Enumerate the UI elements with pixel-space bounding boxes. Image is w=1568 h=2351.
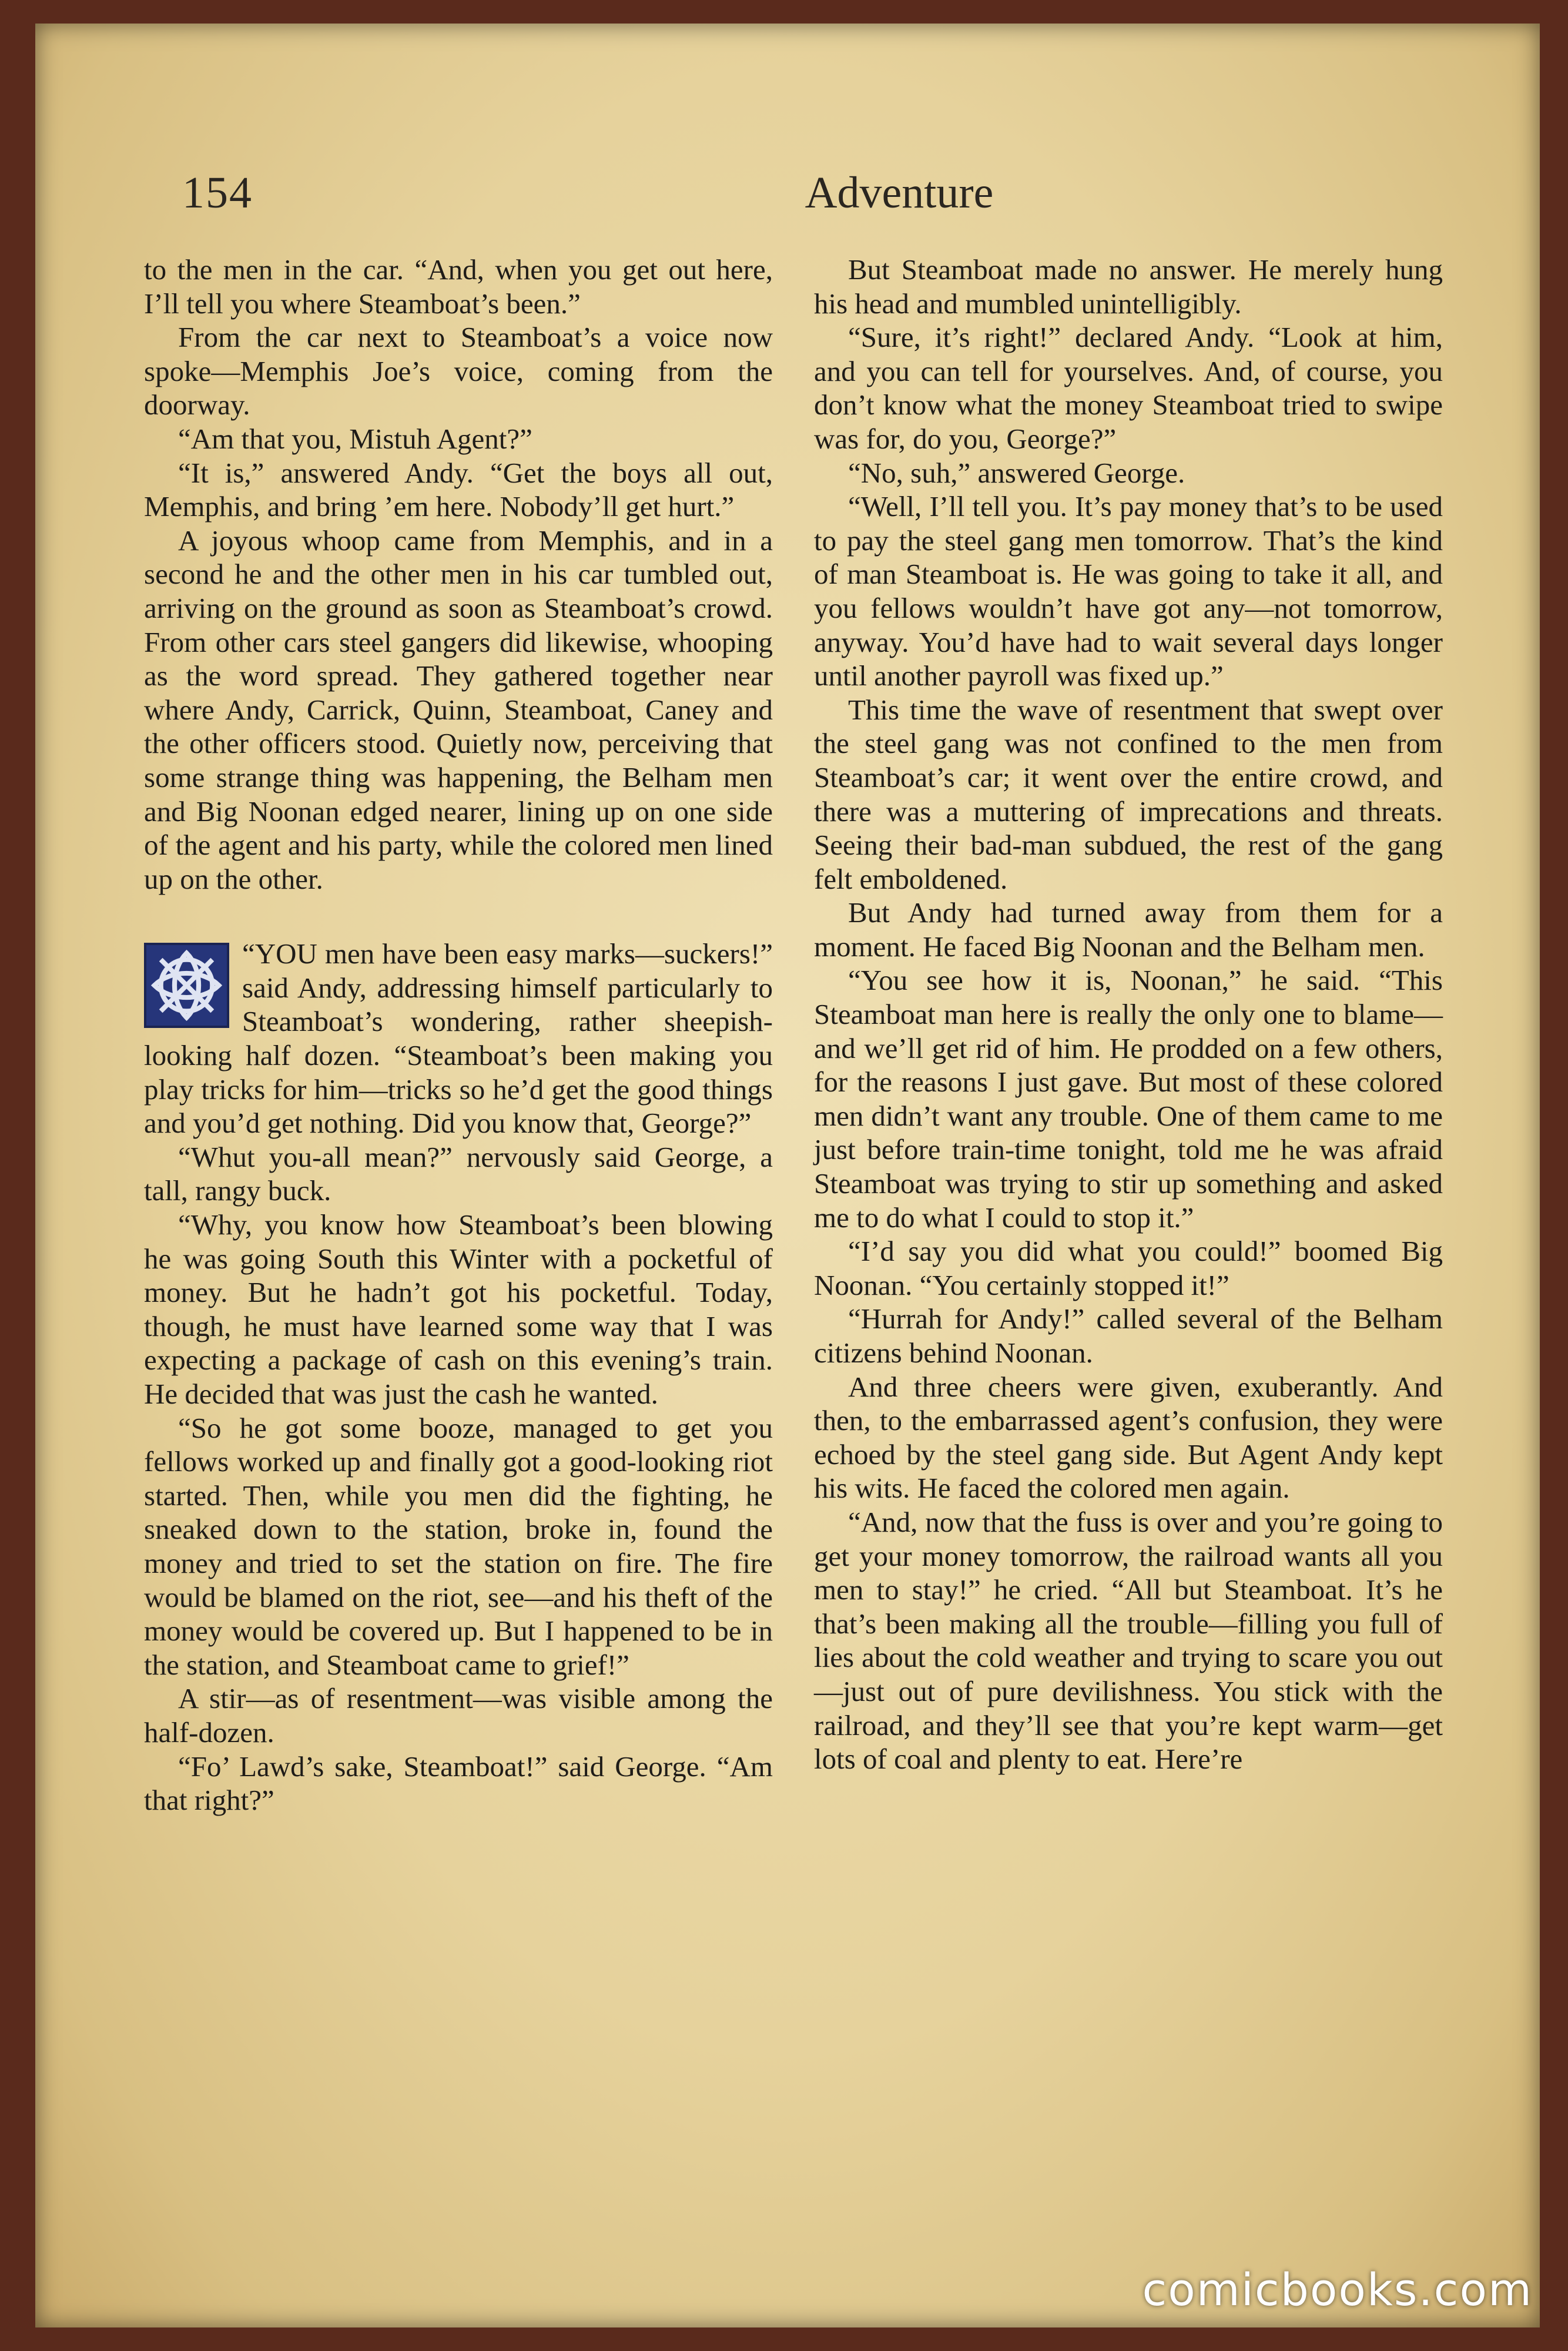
paragraph: “You see how it is, Noonan,” he said. “This Steamboat man here is really the only one to blame—and we’ll get rid of him. He prodded on a few others, for the reasons I just gave. But most of these colored men didn’t want any trouble. One of them came to me just before train-time tonight, told me he was afraid Steamboat was trying to stir up something and asked me to do what I could to stop it.” (814, 964, 1443, 1234)
paragraph: to the men in the car. “And, when you get out here, I’ll tell you where Steamboat’s been.” (144, 253, 773, 320)
section-break (144, 896, 773, 937)
paragraph: “Whut you-all mean?” nervously said George, a tall, rangy buck. (144, 1140, 773, 1207)
paragraph: “Sure, it’s right!” declared Andy. “Look at him, and you can tell for yourselves. And, of course, you don’t know what the money Steamboat tried to swipe was for, do you, George?” (814, 321, 1443, 455)
right-column (814, 253, 1443, 1776)
paragraph: “No, suh,” answered George. (848, 456, 1185, 489)
paragraph: “Why, you know how Steamboat’s been blowing he was going South this Winter with a pocketful of money. But he hadn’t got his pocketful. Today, though, he must have learned some way that I was expecting a package of cash on this evening’s train. He decided that was just the cash he wanted. (144, 1208, 773, 1410)
paragraph: But Andy had turned away from them for a moment. He faced Big Noonan and the Belham men. (814, 896, 1443, 963)
paragraph: But Steamboat made no answer. He merely hung his head and mumbled unintelligibly. (814, 253, 1443, 320)
left-column (144, 253, 773, 1817)
paragraph: And three cheers were given, exuberantly. And then, to the embarrassed agent’s confusion, they were echoed by the steel gang side. But Agent Andy kept his wits. He faced the colored men again. (814, 1370, 1443, 1505)
paragraph: A joyous whoop came from Memphis, and in a second he and the other men in his car tumbled out, arriving on the ground as soon as Steamboat’s crowd. From other cars steel gangers did likewise, whooping as the word spread. They gathered together near where Andy, Carrick, Quinn, Steamboat, Caney and the other officers stood. Quietly now, perceiving that some strange thing was happening, the Belham men and Big Noonan edged nearer, lining up on one side of the agent and his party, while the colored men lined up on the other. (144, 524, 773, 895)
paragraph-text: “YOU men have been easy marks—suckers!” said Andy, addressing himself particularly to Steamboat’s wondering, rather sheepish-looking half dozen. “Steamboat’s been making you play tricks for him—tricks so he’d get the good things and you’d get nothing. Did you know that, George?” (144, 937, 773, 1140)
paragraph: “Am that you, Mistuh Agent?” (178, 422, 532, 455)
celtic-knot-ornament-icon (144, 943, 229, 1028)
paragraph: “And, now that the fuss is over and you’re going to get your money tomorrow, the railroad wants all you men to stay!” he cried. “All but Steamboat. It’s he that’s been making all the trouble—filling you full of lies about the cold weather and trying to scare you out—just out of pure devilishness. You stick with the railroad, and they’ll see that you’re kept warm—get lots of coal and plenty to eat. Here’re (814, 1505, 1443, 1776)
paragraph: “I’d say you did what you could!” boomed Big Noonan. “You certainly stopped it!” (814, 1235, 1443, 1301)
paragraph: This time the wave of resentment that swept over the steel gang was not confined to the men from Steamboat’s car; it went over the entire crowd, and there was a muttering of imprecations and threats. Seeing their bad-man subdued, the rest of the gang felt emboldened. (814, 693, 1443, 895)
paragraph: “Fo’ Lawd’s sake, Steamboat!” said George. “Am that right?” (144, 1750, 773, 1817)
running-title: Adventure (805, 168, 994, 217)
page-number: 154 (182, 168, 253, 217)
ornament-paragraph (144, 937, 773, 1140)
page-header (182, 168, 1452, 232)
watermark: comicbooks.com (1142, 2263, 1533, 2316)
paragraph: From the car next to Steamboat’s a voice now spoke—Memphis Joe’s voice, coming from the doorway. (144, 321, 773, 421)
paragraph: “So he got some booze, managed to get you fellows worked up and finally got a good-looking riot started. Then, while you men did the fighting, he sneaked down to the station, broke in, found the money and tried to set the station on fire. The fire would be blamed on the riot, see—and his theft of the money would be covered up. But I happened to be in the station, and Steamboat came to grief!” (144, 1411, 773, 1681)
paragraph: A stir—as of resentment—was visible among the half-dozen. (144, 1682, 773, 1749)
magazine-page (35, 24, 1540, 2327)
paragraph: “Hurrah for Andy!” called several of the Belham citizens behind Noonan. (814, 1302, 1443, 1369)
paragraph: “It is,” answered Andy. “Get the boys all out, Memphis, and bring ’em here. Nobody’ll get hurt.” (144, 456, 773, 523)
paragraph: “Well, I’ll tell you. It’s pay money that’s to be used to pay the steel gang men tomorrow. That’s the kind of man Steamboat is. He was going to take it all, and you fellows wouldn’t have got any—not tomorrow, anyway. You’d have had to wait several days longer until another payroll was fixed up.” (814, 490, 1443, 692)
